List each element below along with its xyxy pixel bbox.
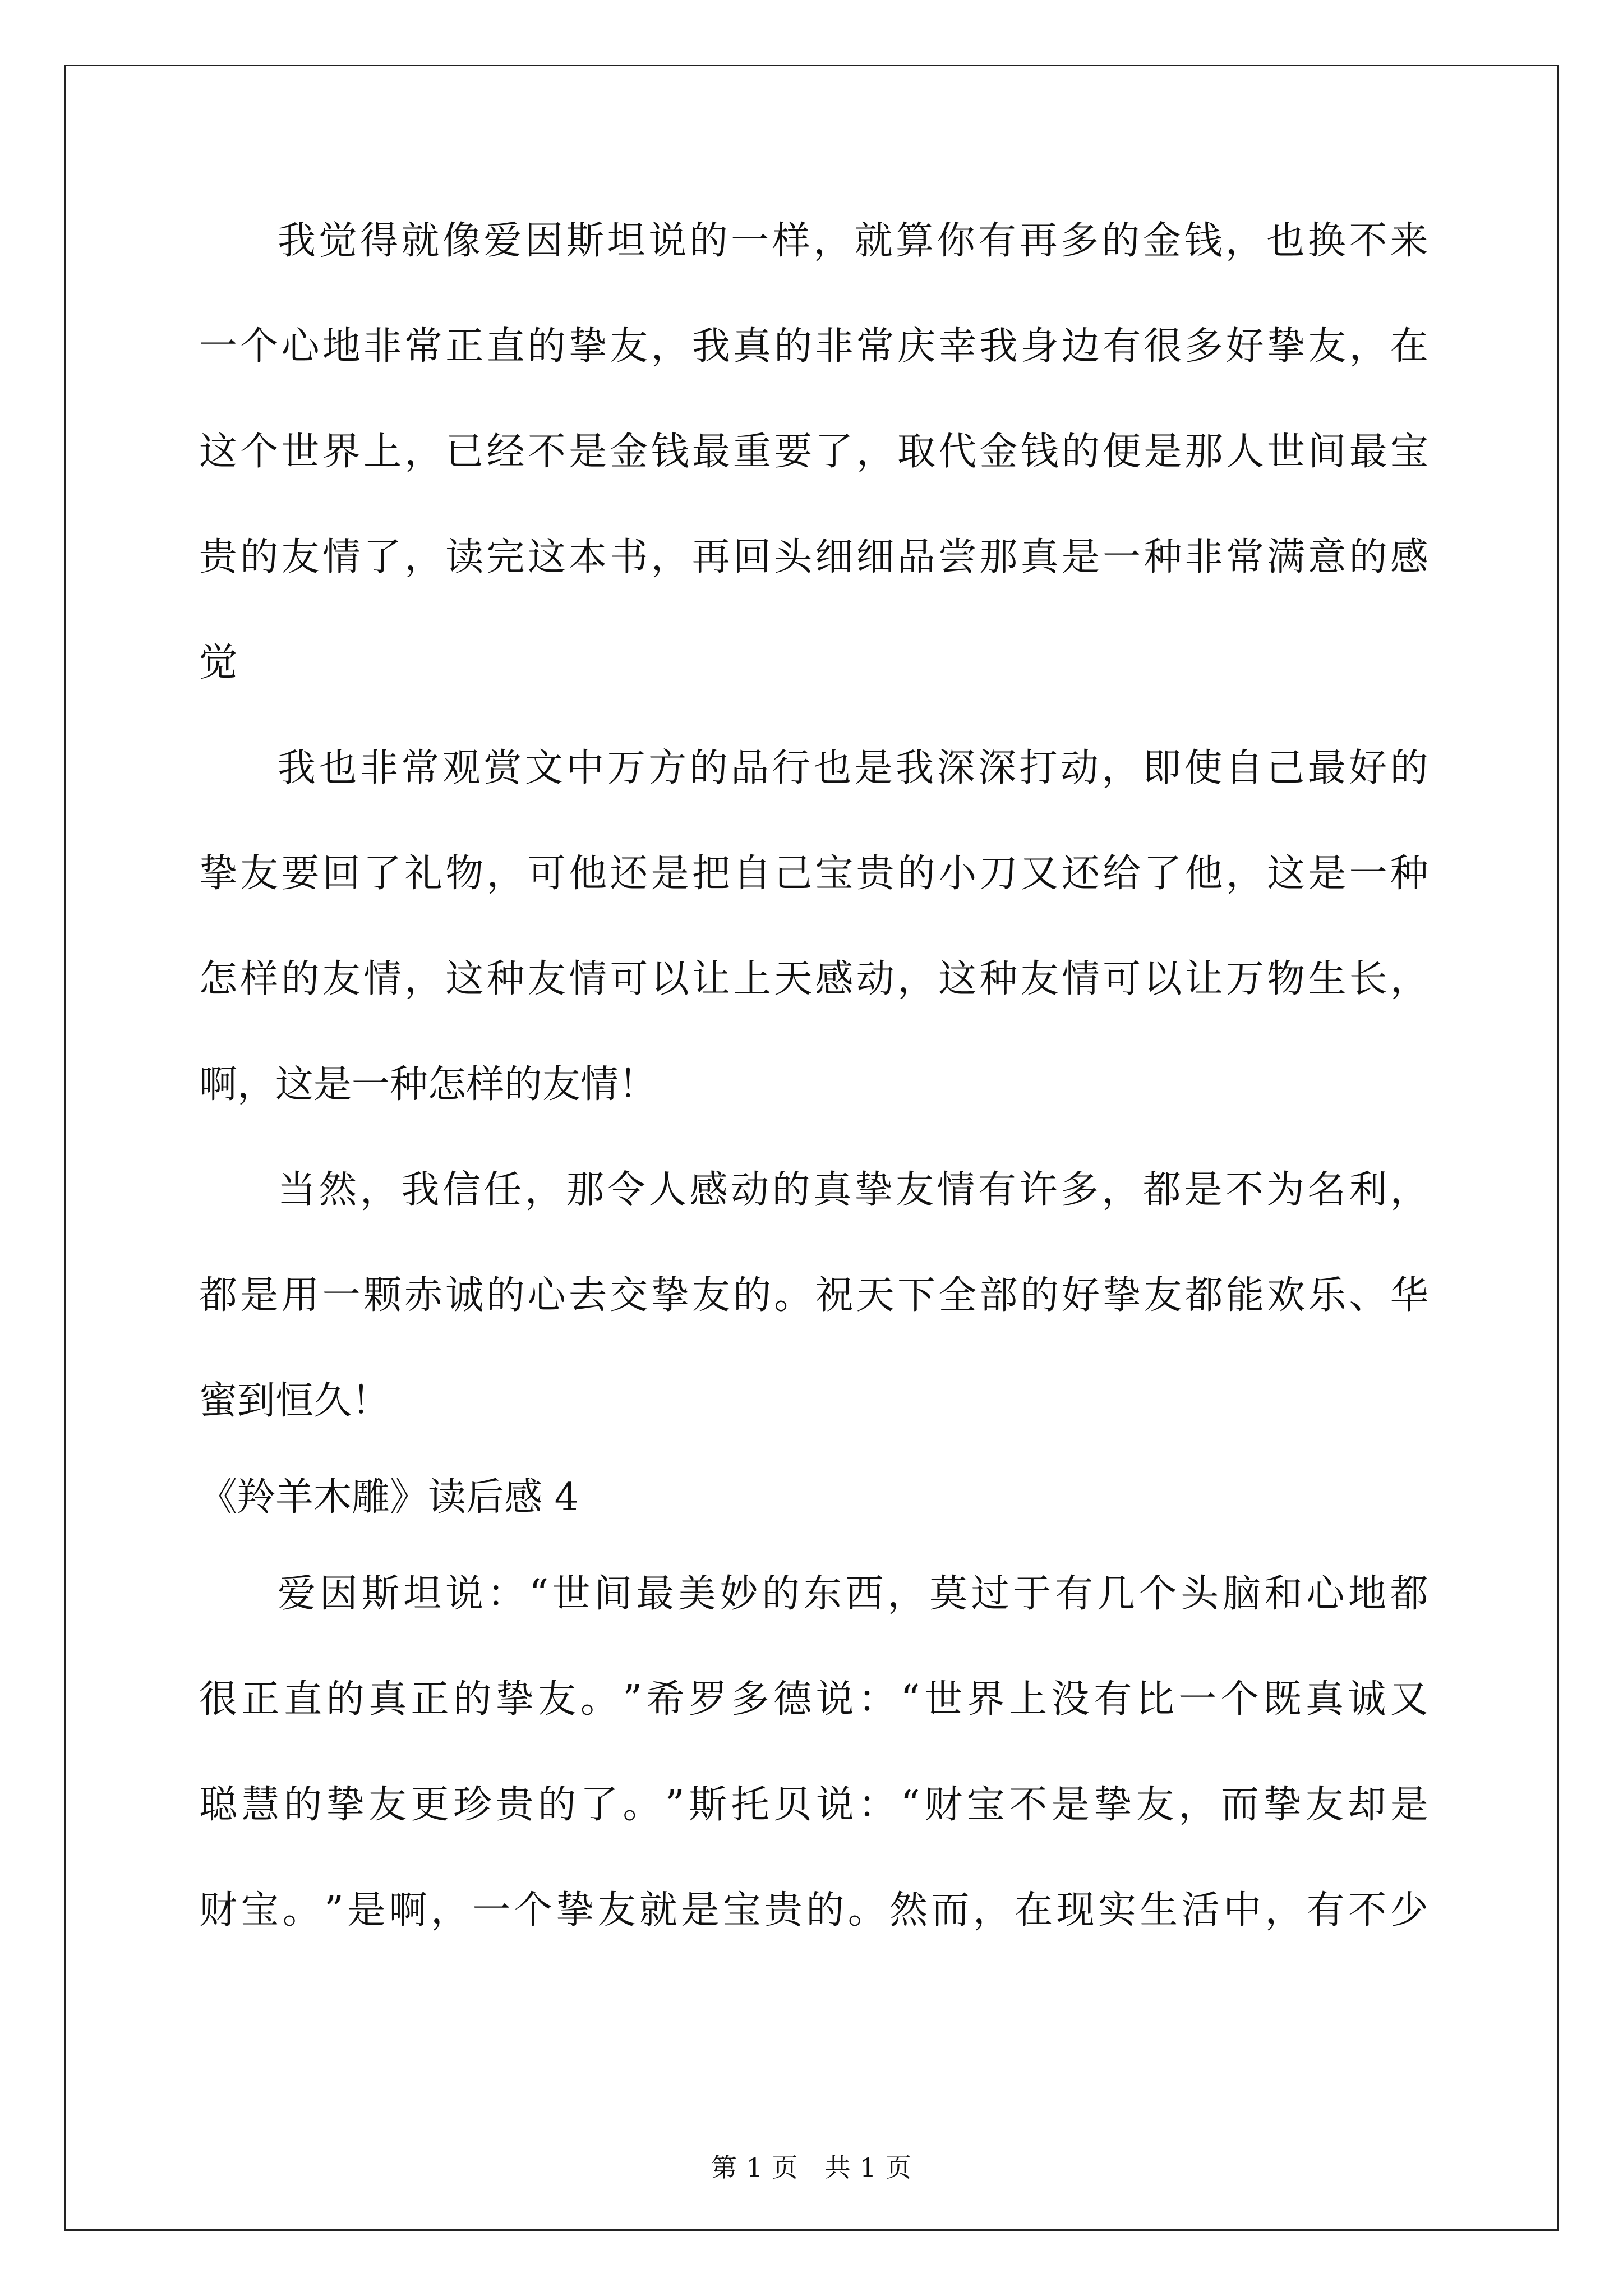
text-line: 聪 慧 的 挚 友 更 珍 贵 的 了 。 ” 斯 托 贝 说 ： “ 财 宝 不 是 挚 友 ， 而 挚 友 却 是: [199, 1783, 1428, 1827]
section-heading: 《羚羊木雕》读后感 4: [199, 1475, 579, 1520]
text-line: 蜜到恒久！: [199, 1379, 390, 1423]
page-footer: 第 1 页 共 1 页: [711, 2152, 912, 2183]
text-line: 怎 样 的 友 情 ， 这 种 友 情 可 以 让 上 天 感 动 ， 这 种 友 情 可 以 让 万 物 生 长 ，: [199, 957, 1428, 1001]
text-line: 觉: [199, 641, 238, 685]
text-line: 一 个 心 地 非 常 正 直 的 挚 友 ， 我 真 的 非 常 庆 幸 我 身 边 有 很 多 好 挚 友 ， 在: [199, 324, 1428, 369]
text-line: 挚 友 要 回 了 礼 物 ， 可 他 还 是 把 自 己 宝 贵 的 小 刀 又 还 给 了 他 ， 这 是 一 种: [199, 852, 1428, 896]
text-line: 爱 因 斯 坦 说 ： “ 世 间 最 美 妙 的 东 西 ， 莫 过 于 有 几 个 头 脑 和 心 地 都: [278, 1572, 1428, 1616]
text-line: 啊，这是一种怎样的友情！: [199, 1062, 657, 1107]
text-line: 都 是 用 一 颗 赤 诚 的 心 去 交 挚 友 的 。 祝 天 下 全 部 的 好 挚 友 都 能 欢 乐 、 华: [199, 1273, 1428, 1318]
text-line: 财 宝 。 ” 是 啊 ， 一 个 挚 友 就 是 宝 贵 的 。 然 而 ， 在 现 实 生 活 中 ， 有 不 少: [199, 1888, 1428, 1932]
text-line: 贵 的 友 情 了 ， 读 完 这 本 书 ， 再 回 头 细 细 品 尝 那 真 是 一 种 非 常 满 意 的 感: [199, 535, 1428, 579]
text-line: 这 个 世 界 上 ， 已 经 不 是 金 钱 最 重 要 了 ， 取 代 金 钱 的 便 是 那 人 世 间 最 宝: [199, 430, 1428, 474]
text-line: 当 然 ， 我 信 任 ， 那 令 人 感 动 的 真 挚 友 情 有 许 多 ， 都 是 不 为 名 利 ，: [278, 1168, 1428, 1212]
text-line: 我 觉 得 就 像 爱 因 斯 坦 说 的 一 样 ， 就 算 你 有 再 多 的 金 钱 ， 也 换 不 来: [278, 219, 1428, 263]
text-line: 很 正 直 的 真 正 的 挚 友 。 ” 希 罗 多 德 说 ： “ 世 界 上 没 有 比 一 个 既 真 诚 又: [199, 1677, 1428, 1722]
text-line: 我 也 非 常 观 赏 文 中 万 方 的 品 行 也 是 我 深 深 打 动 ， 即 使 自 己 最 好 的: [278, 746, 1428, 790]
